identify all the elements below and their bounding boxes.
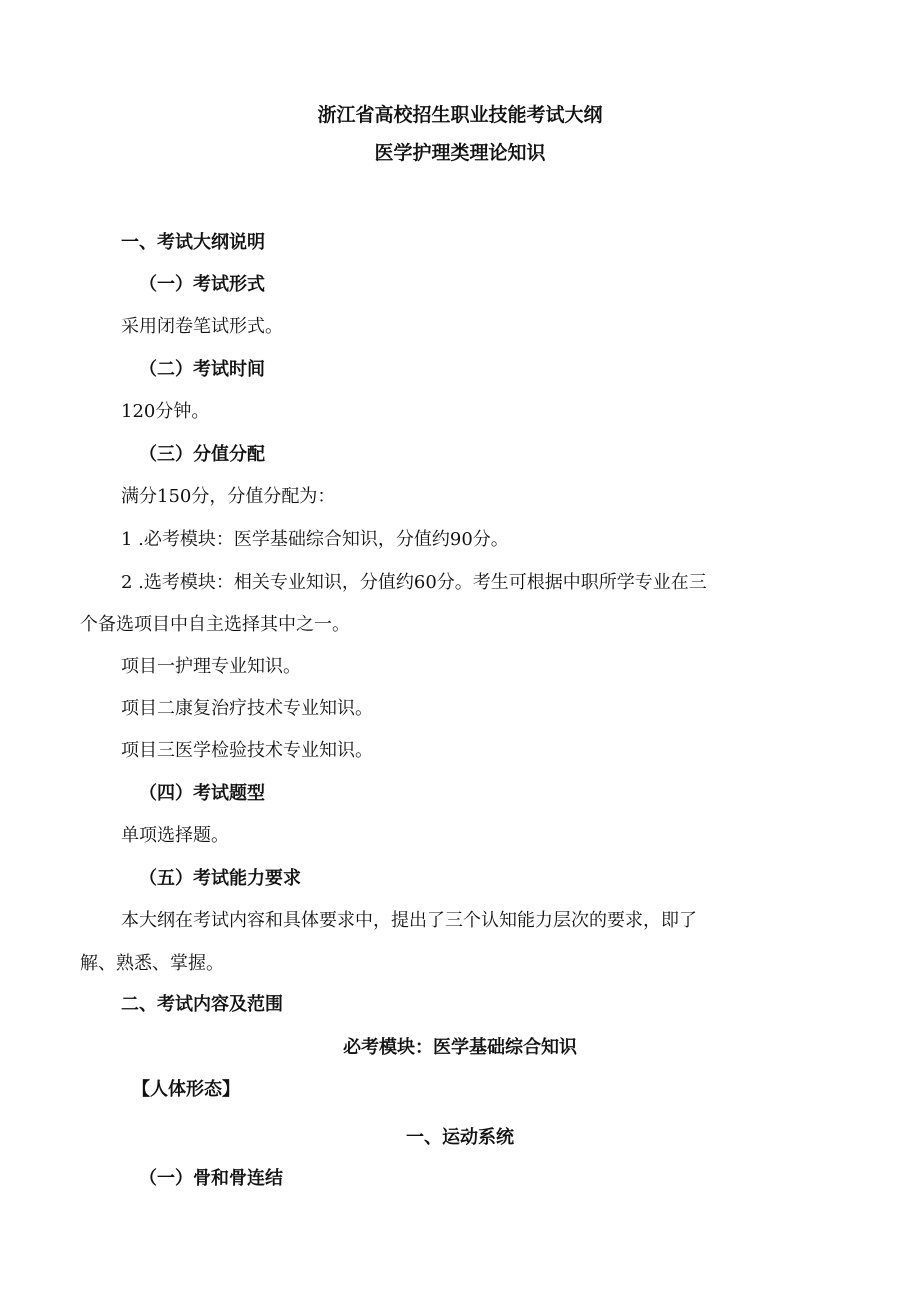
paragraph-exam-form: 采用闭卷笔试形式。	[121, 316, 283, 337]
document-subtitle: 医学护理类理论知识	[374, 142, 546, 164]
subheading-bones-joints: （一）骨和骨连结	[139, 1168, 283, 1189]
paragraph-exam-time: 120分钟。	[121, 401, 210, 422]
subheading-question-type: （四）考试题型	[139, 783, 265, 804]
subheading-exam-form: （一）考试形式	[139, 274, 265, 295]
document-title: 浙江省高校招生职业技能考试大纲	[317, 104, 603, 126]
section-heading-exam-content: 二、考试内容及范围	[121, 994, 283, 1015]
paragraph-question-type: 单项选择题。	[121, 825, 229, 846]
paragraph-score-intro: 满分150分，分值分配为：	[121, 486, 336, 507]
list-item-elective-module: 2 .选考模块：相关专业知识，分值约60分。考生可根据中职所学专业在三	[121, 572, 707, 593]
module-title: 必考模块：医学基础综合知识	[343, 1037, 577, 1058]
paragraph-ability-requirements: 本大纲在考试内容和具体要求中，提出了三个认知能力层次的要求，即了	[121, 910, 697, 931]
list-item-elective-module-continued: 个备选项目中自主选择其中之一。	[80, 614, 350, 635]
chapter-title: 一、运动系统	[406, 1127, 514, 1148]
paragraph-ability-requirements-continued: 解、熟悉、掌握。	[80, 953, 224, 974]
category-label: 【人体形态】	[132, 1079, 240, 1100]
list-item-required-module: 1 .必考模块：医学基础综合知识，分值约90分。	[121, 529, 509, 550]
subheading-ability-requirements: （五）考试能力要求	[139, 868, 301, 889]
subheading-exam-time: （二）考试时间	[139, 359, 265, 380]
section-heading-exam-outline: 一、考试大纲说明	[121, 232, 265, 253]
subheading-score-allocation: （三）分值分配	[139, 444, 265, 465]
project-three: 项目三医学检验技术专业知识。	[121, 740, 373, 761]
project-one: 项目一护理专业知识。	[121, 656, 301, 677]
project-two: 项目二康复治疗技术专业知识。	[121, 698, 373, 719]
